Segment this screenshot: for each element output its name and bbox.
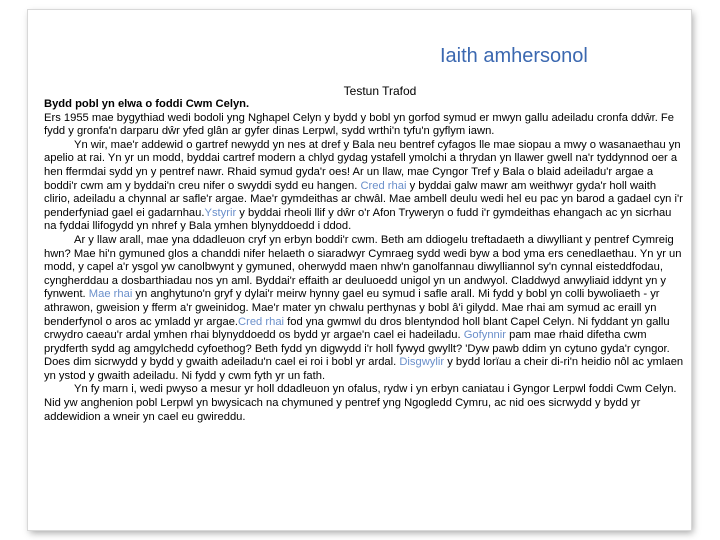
text-run: y byddai rheoli llif y dŵr o'r Afon Tryweryn o fudd i'r gymdeithas ehangach ac yn sicrhau na fyddai llifogydd yn nhref y Bala ymhen blynyddoedd i ddod. [44, 206, 672, 233]
text-run: Ar y llaw arall, mae yna ddadleuon cryf yn erbyn boddi'r cwm. Beth am ddiogelu treftadaeth a diwylliant y pentref Cymreig hwn? Mae hi'n gymuned glos a chanddi nifer helaeth o siaradwyr Cymraeg sydd wedi byw a bod yma ers cenedlaethau. Yn yr un modd, y capel a'r ysgol yw canolbwynt y gymuned, oherwydd maen nhw'n ganolfannau diwylliannol sy'n cynnal eisteddfodau, cyngherddau a dosbarthiadau nos yn aml. Byddai'r effaith ar deuluoedd unigol yn un andwyol. Claddwyd anwyliaid iddynt yn y fynwent. [44, 233, 682, 301]
text-run: fod yna gwmwl du dros blentyndod holl blant Capel Celyn. Ni fyddant yn gallu crwydro caeau'r ardal ymhen rhai blynyddoedd os bydd yr argae'n cael ei hadeiladu. [44, 315, 670, 342]
highlighted-phrase: Mae rhai [88, 288, 133, 301]
slide-subtitle: Testun Trafod [343, 84, 417, 98]
text-run: y bydd lorïau a cheir di-ri'n heidio nôl ac ymlaen yn ystod y gwaith adeiladu. Ni fydd y cwm fyth yr un fath. [44, 356, 684, 382]
highlighted-phrase: Disgwylir [399, 356, 445, 369]
text-run: y byddai galw mawr am weithwyr gyda'r holl waith clirio, adeiladu a chynnal ar safle'r argae. Mae'r gymdeithas ar chwâl. Mae ambell deulu wedi hel eu pac yn barod a gadael cyn i'r penderfyniad gael ei gadarnhau. [44, 179, 683, 219]
paragraph-3 [44, 234, 684, 384]
slide-title: Iaith amhersonol [440, 45, 588, 67]
text-run: pam mae rhaid difetha cwm prydferth sydd ag amgylchedd cyfoethog? Beth fydd yn digwydd i'r holl fywyd gwyllt? 'Dyw pawb ddim yn cytuno gyda'r cyngor. Does dim sicrwydd y bydd y gwaith adeiladu'n cael ei roi i bobl yr ardal. [44, 329, 670, 369]
paragraph-1: Ers 1955 mae bygythiad wedi bodoli yng Nghapel Celyn y bydd y bobl yn gorfod symud er mwyn gallu adeiladu cronfa ddŵr. Fe fydd y gronfa'n darparu dŵr yfed glân ar gyfer dinas Lerpwl, sydd wrthi'n tyfu'n gyflym iawn. [44, 111, 674, 138]
highlighted-phrase: Cred rhai [238, 315, 285, 328]
article-body [44, 98, 684, 424]
highlighted-phrase: Gofynnir [463, 329, 506, 342]
highlighted-phrase: Cred rhai [360, 179, 407, 192]
text-run: yn anghytuno'n gryf y dylai'r meirw hynny gael eu symud i safle arall. Mi fydd y bobl yn colli bywoliaeth - yr athrawon, gweision y fferm a'r gweinidog. Mae'r mater yn chwalu perthynas y bobl â'i gilydd. Mae rhai am symud ac eraill yn benderfynol o aros ac ymladd yr argae. [44, 288, 660, 328]
text-run: Yn wir, mae'r addewid o gartref newydd yn nes at dref y Bala neu bentref cyfagos lle mae siopau a mwy o wasanaethau yn apelio at rai. Yn yr un modd, byddai cartref modern a chlyd gydag ystafell ymolchi a thrydan yn llawer gwell na'r tyddynnod oer a hen ffermdai sydd yn y pentref nawr. Rhaid symud gyda'r oes! Ar un llaw, mae Cyngor Tref y Bala o blaid adeiladu'r argae a boddi'r cwm am y byddai'n creu nifer o swyddi sydd eu hangen. [44, 138, 681, 192]
paragraph-2 [44, 139, 684, 234]
article-heading: Bydd pobl yn elwa o foddi Cwm Celyn. [44, 98, 250, 110]
highlighted-phrase: Ystyrir [204, 206, 237, 219]
paragraph-4: Yn fy marn i, wedi pwyso a mesur yr holl ddadleuon yn ofalus, rydw i yn erbyn caniatau i Gyngor Lerpwl foddi Cwm Celyn. Nid yw anghenion pobl Lerpwl yn bwysicach na chymuned y pentref yng Ngogledd Cymru, ac nid oes sicrwydd y bydd yr addewidion a wneir yn cael eu gwireddu. [44, 383, 677, 423]
